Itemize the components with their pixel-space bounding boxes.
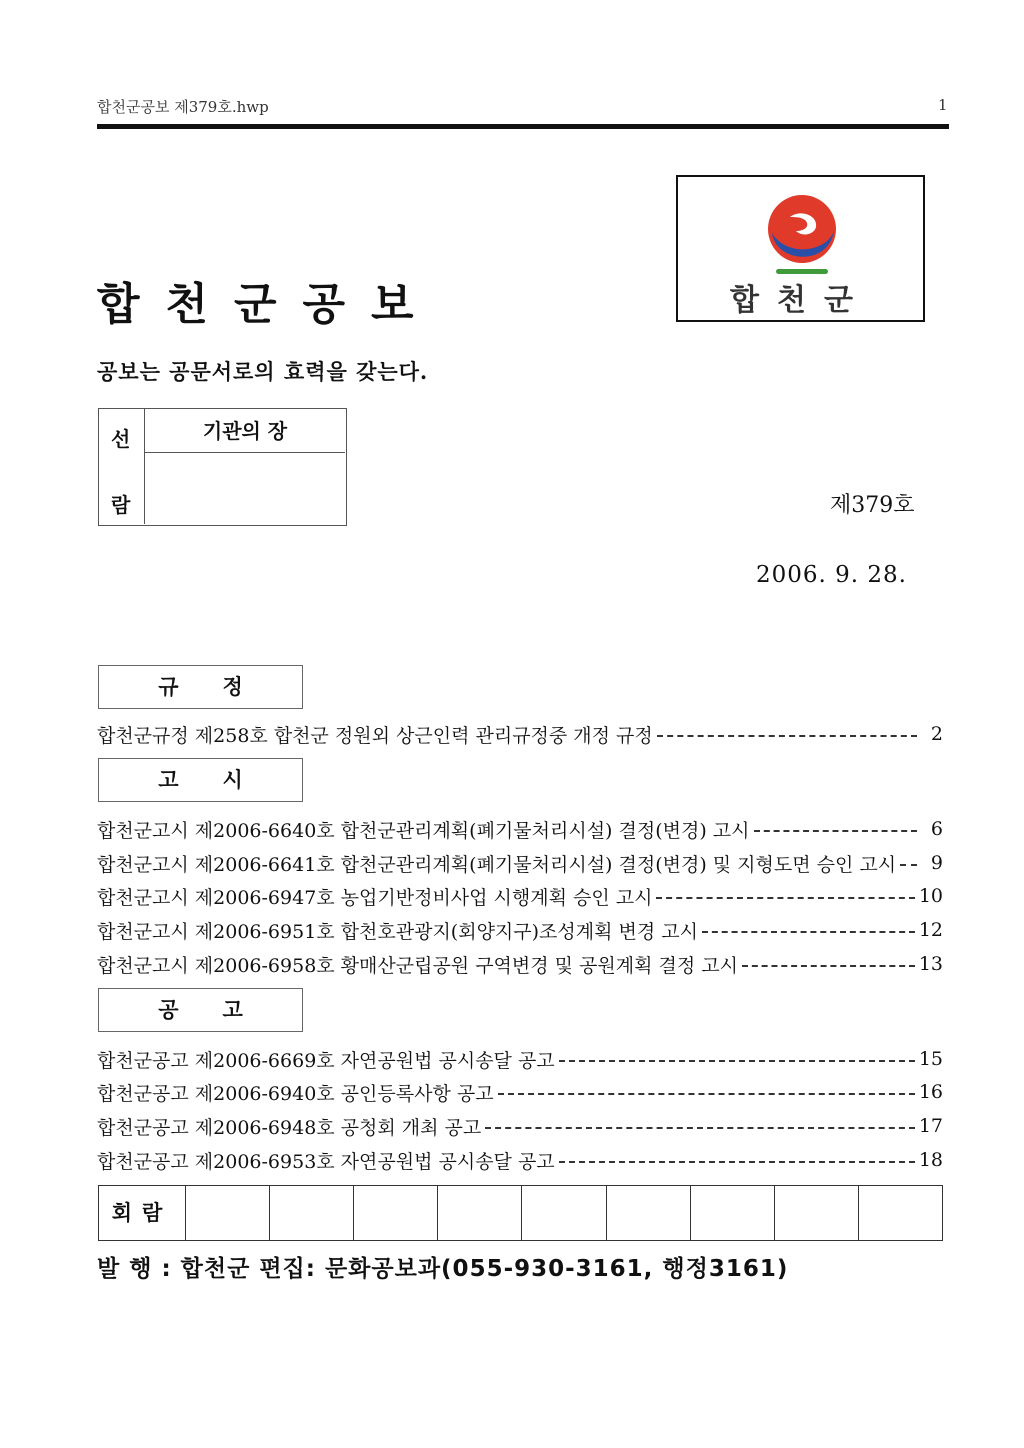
toc-leader [656,897,914,899]
approval-box [98,408,347,526]
approval-label-char-1: 선 [111,427,131,451]
logo-text: 합천군 [730,283,871,318]
toc-entry-text: 합천군공고 제2006-6953호 자연공원법 공시송달 공고 [97,1150,555,1173]
toc-entry[interactable] [97,1044,943,1074]
document-file-name: 합천군공보 제379호.hwp [97,98,269,116]
approval-label-char-2: 람 [111,493,131,517]
header-rule [97,124,949,129]
toc-entry-page: 18 [918,1149,943,1171]
toc-leader [559,1060,915,1062]
county-emblem-icon [756,191,848,281]
approval-label-column [99,409,145,524]
toc-entry-text: 합천군고시 제2006-6958호 황매산군립공원 구역변경 및 공원계획 결정 고시 [97,954,738,977]
section-title-regulation: 규정 [98,665,303,709]
toc-entry-text: 합천군규정 제258호 합천군 정원외 상근인력 관리규정중 개정 규정 [97,724,653,747]
toc-entry-text: 합천군고시 제2006-6947호 농업기반정비사업 시행계획 승인 고시 [97,886,653,909]
toc-entry[interactable] [97,1111,943,1141]
toc-entry-text: 합천군공고 제2006-6940호 공인등록사항 공고 [97,1082,494,1105]
toc-entry[interactable] [97,881,943,911]
toc-entry-page: 2 [930,723,943,745]
circulation-cell [691,1186,775,1240]
toc-entry-page: 15 [918,1048,943,1070]
toc-entry-page: 9 [930,852,943,874]
toc-leader [702,931,915,933]
page-number: 1 [938,96,948,114]
toc-leader [742,965,915,967]
toc-entry-page: 13 [918,953,943,975]
issue-number: 제379호 [830,493,915,518]
subtitle: 공보는 공문서로의 효력을 갖는다. [97,359,429,384]
toc-entry-page: 16 [918,1081,943,1103]
toc-entry[interactable] [97,719,943,749]
toc-entry-text: 합천군공고 제2006-6669호 자연공원법 공시송달 공고 [97,1049,555,1072]
circulation-cell [354,1186,438,1240]
toc-leader [900,864,917,866]
toc-entry-text: 합천군고시 제2006-6951호 합천호관광지(회양지구)조성계획 변경 고시 [97,920,698,943]
toc-entry-text: 합천군공고 제2006-6948호 공청회 개최 공고 [97,1116,482,1139]
toc-entry-page: 10 [918,885,943,907]
circulation-cell [438,1186,522,1240]
toc-entry[interactable] [97,949,943,979]
toc-leader [657,735,917,737]
toc-entry-text: 합천군고시 제2006-6641호 합천군관리계획(폐기물처리시설) 결정(변경) 및 지형도면 승인 고시 [97,853,897,876]
toc-entry[interactable] [97,1145,943,1175]
toc-entry-text: 합천군고시 제2006-6640호 합천군관리계획(폐기물처리시설) 결정(변경) 고시 [97,819,750,842]
circulation-label: 회람 [99,1186,186,1240]
toc-leader [559,1161,915,1163]
toc-entry[interactable] [97,848,943,878]
approval-header: 기관의 장 [145,409,345,453]
toc-entry[interactable] [97,1077,943,1107]
section-title-notice: 고시 [98,758,303,802]
circulation-table [98,1185,943,1241]
toc-leader [754,830,918,832]
circulation-cell [186,1186,270,1240]
toc-entry[interactable] [97,814,943,844]
circulation-cell [270,1186,354,1240]
section-title-announcement: 공고 [98,988,303,1032]
toc-entry-page: 6 [930,818,943,840]
toc-entry-page: 12 [918,919,943,941]
circulation-cell [859,1186,942,1240]
county-logo [676,175,925,322]
page-title: 합천군공보 [97,279,440,330]
toc-entry-page: 17 [918,1115,943,1137]
toc-entry[interactable] [97,915,943,945]
toc-leader [498,1093,915,1095]
circulation-cell [607,1186,691,1240]
circulation-cell [522,1186,606,1240]
issue-date: 2006. 9. 28. [756,562,907,588]
toc-leader [485,1127,915,1129]
circulation-cell [775,1186,859,1240]
publisher-info: 발 행 : 합천군 편집: 문화공보과(055-930-3161, 행정3161) [97,1256,789,1282]
